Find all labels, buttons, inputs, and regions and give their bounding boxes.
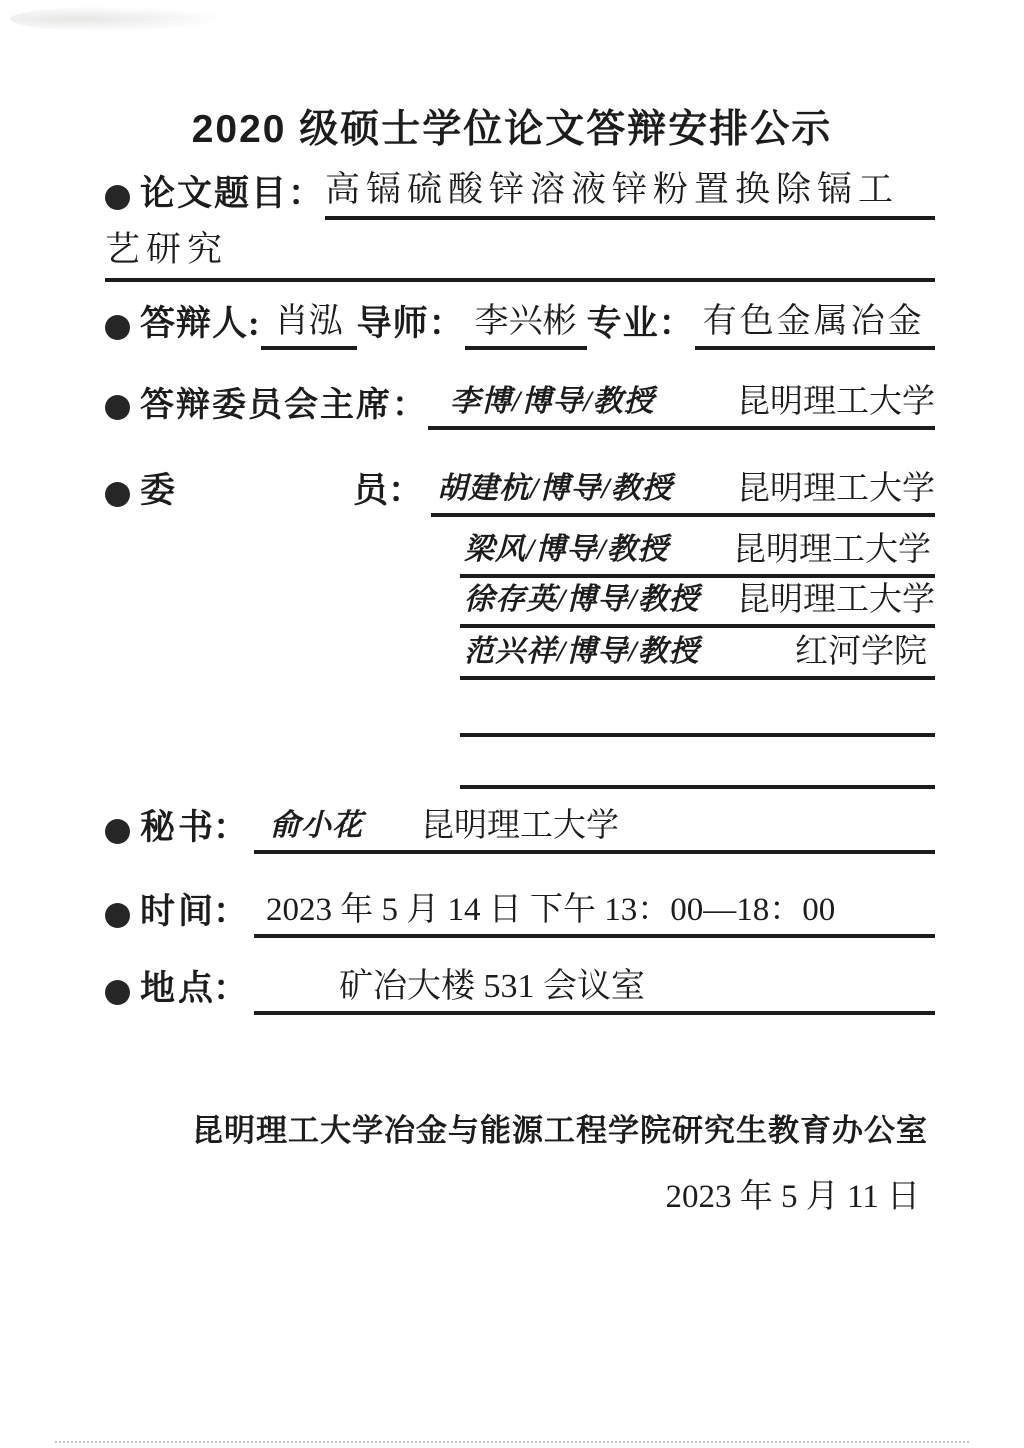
location-label-last: 点： xyxy=(177,969,248,1008)
bullet-icon xyxy=(105,903,130,928)
scan-smudge xyxy=(10,6,230,32)
advisor-name: 李兴彬 xyxy=(465,300,587,350)
advisor-label: 导师： xyxy=(356,304,465,343)
time-value: 2023 年 5 月 14 日 下午 13：00—18：00 xyxy=(254,888,935,938)
chair-row xyxy=(105,380,935,430)
bullet-icon xyxy=(105,980,130,1005)
chair-name: 李博/博导/教授 xyxy=(450,385,655,418)
committee-member-affiliation: 昆明理工大学 xyxy=(737,471,935,507)
secretary-row xyxy=(105,804,935,854)
committee-member-affiliation: 红河学院 xyxy=(795,634,927,670)
chair-affiliation: 昆明理工大学 xyxy=(737,384,935,420)
chair-value xyxy=(428,380,935,430)
committee-label-first: 委 xyxy=(140,471,176,510)
defender-row xyxy=(105,300,935,350)
location-row xyxy=(105,965,935,1015)
location-value: 矿冶大楼 531 会议室 xyxy=(254,965,935,1015)
committee-member-row xyxy=(460,634,935,680)
scan-edge-artifact xyxy=(55,1441,969,1443)
committee-member-row xyxy=(460,582,935,628)
time-label xyxy=(140,888,248,938)
committee-member-row xyxy=(460,532,935,578)
committee-member-row xyxy=(431,467,935,517)
committee-label-last: 员： xyxy=(352,471,423,510)
page-title: 2020 级硕士学位论文答辩安排公示 xyxy=(191,108,833,151)
time-row xyxy=(105,888,935,938)
footer-date: 2023 年 5 月 11 日 xyxy=(665,1179,920,1215)
defender-name: 肖泓 xyxy=(261,300,357,350)
major-label: 专业： xyxy=(586,304,695,343)
location-label xyxy=(140,965,248,1015)
secretary-value xyxy=(254,804,935,854)
committee-label xyxy=(140,467,423,517)
thesis-title-label: 论文题目： xyxy=(140,174,326,213)
bullet-icon xyxy=(105,315,130,340)
secretary-name: 俞小花 xyxy=(270,809,363,842)
footer-office-name: 昆明理工大学冶金与能源工程学院研究生教育办公室 xyxy=(192,1113,928,1148)
chair-label: 答辩委员会主席： xyxy=(140,387,428,424)
thesis-title-value-line1: 高镉硫酸锌溶液锌粉置换除镉工 xyxy=(325,170,935,220)
committee-member-name: 徐存英/博导/教授 xyxy=(464,583,700,616)
thesis-title-value-line2 xyxy=(105,232,935,282)
bullet-icon xyxy=(105,185,130,210)
committee-member-blank-line xyxy=(460,733,935,737)
secretary-label-first: 秘 xyxy=(140,808,176,847)
committee-member-name: 胡建杭/博导/教授 xyxy=(437,472,673,505)
defender-label: 答辩人: xyxy=(140,304,261,343)
committee-member-affiliation: 昆明理工大学 xyxy=(737,582,935,618)
committee-member-affiliation: 昆明理工大学 xyxy=(733,532,931,568)
committee-member-name: 梁风/博导/教授 xyxy=(464,533,669,566)
thesis-title-row xyxy=(105,170,935,220)
time-label-first: 时 xyxy=(140,892,176,931)
time-label-last: 间： xyxy=(177,892,248,931)
secretary-label xyxy=(140,804,248,854)
location-label-first: 地 xyxy=(140,969,176,1008)
committee-row xyxy=(105,467,935,517)
major-value: 有色金属冶金 xyxy=(695,300,935,350)
committee-member-name: 范兴祥/博导/教授 xyxy=(464,635,700,668)
thesis-title-value-line2-text: 艺研究 xyxy=(105,230,229,269)
bullet-icon xyxy=(105,819,130,844)
bullet-icon xyxy=(105,482,130,507)
secretary-label-last: 书： xyxy=(177,808,248,847)
bullet-icon xyxy=(105,395,130,420)
secretary-affiliation: 昆明理工大学 xyxy=(421,808,619,844)
committee-member-blank-line xyxy=(460,785,935,789)
